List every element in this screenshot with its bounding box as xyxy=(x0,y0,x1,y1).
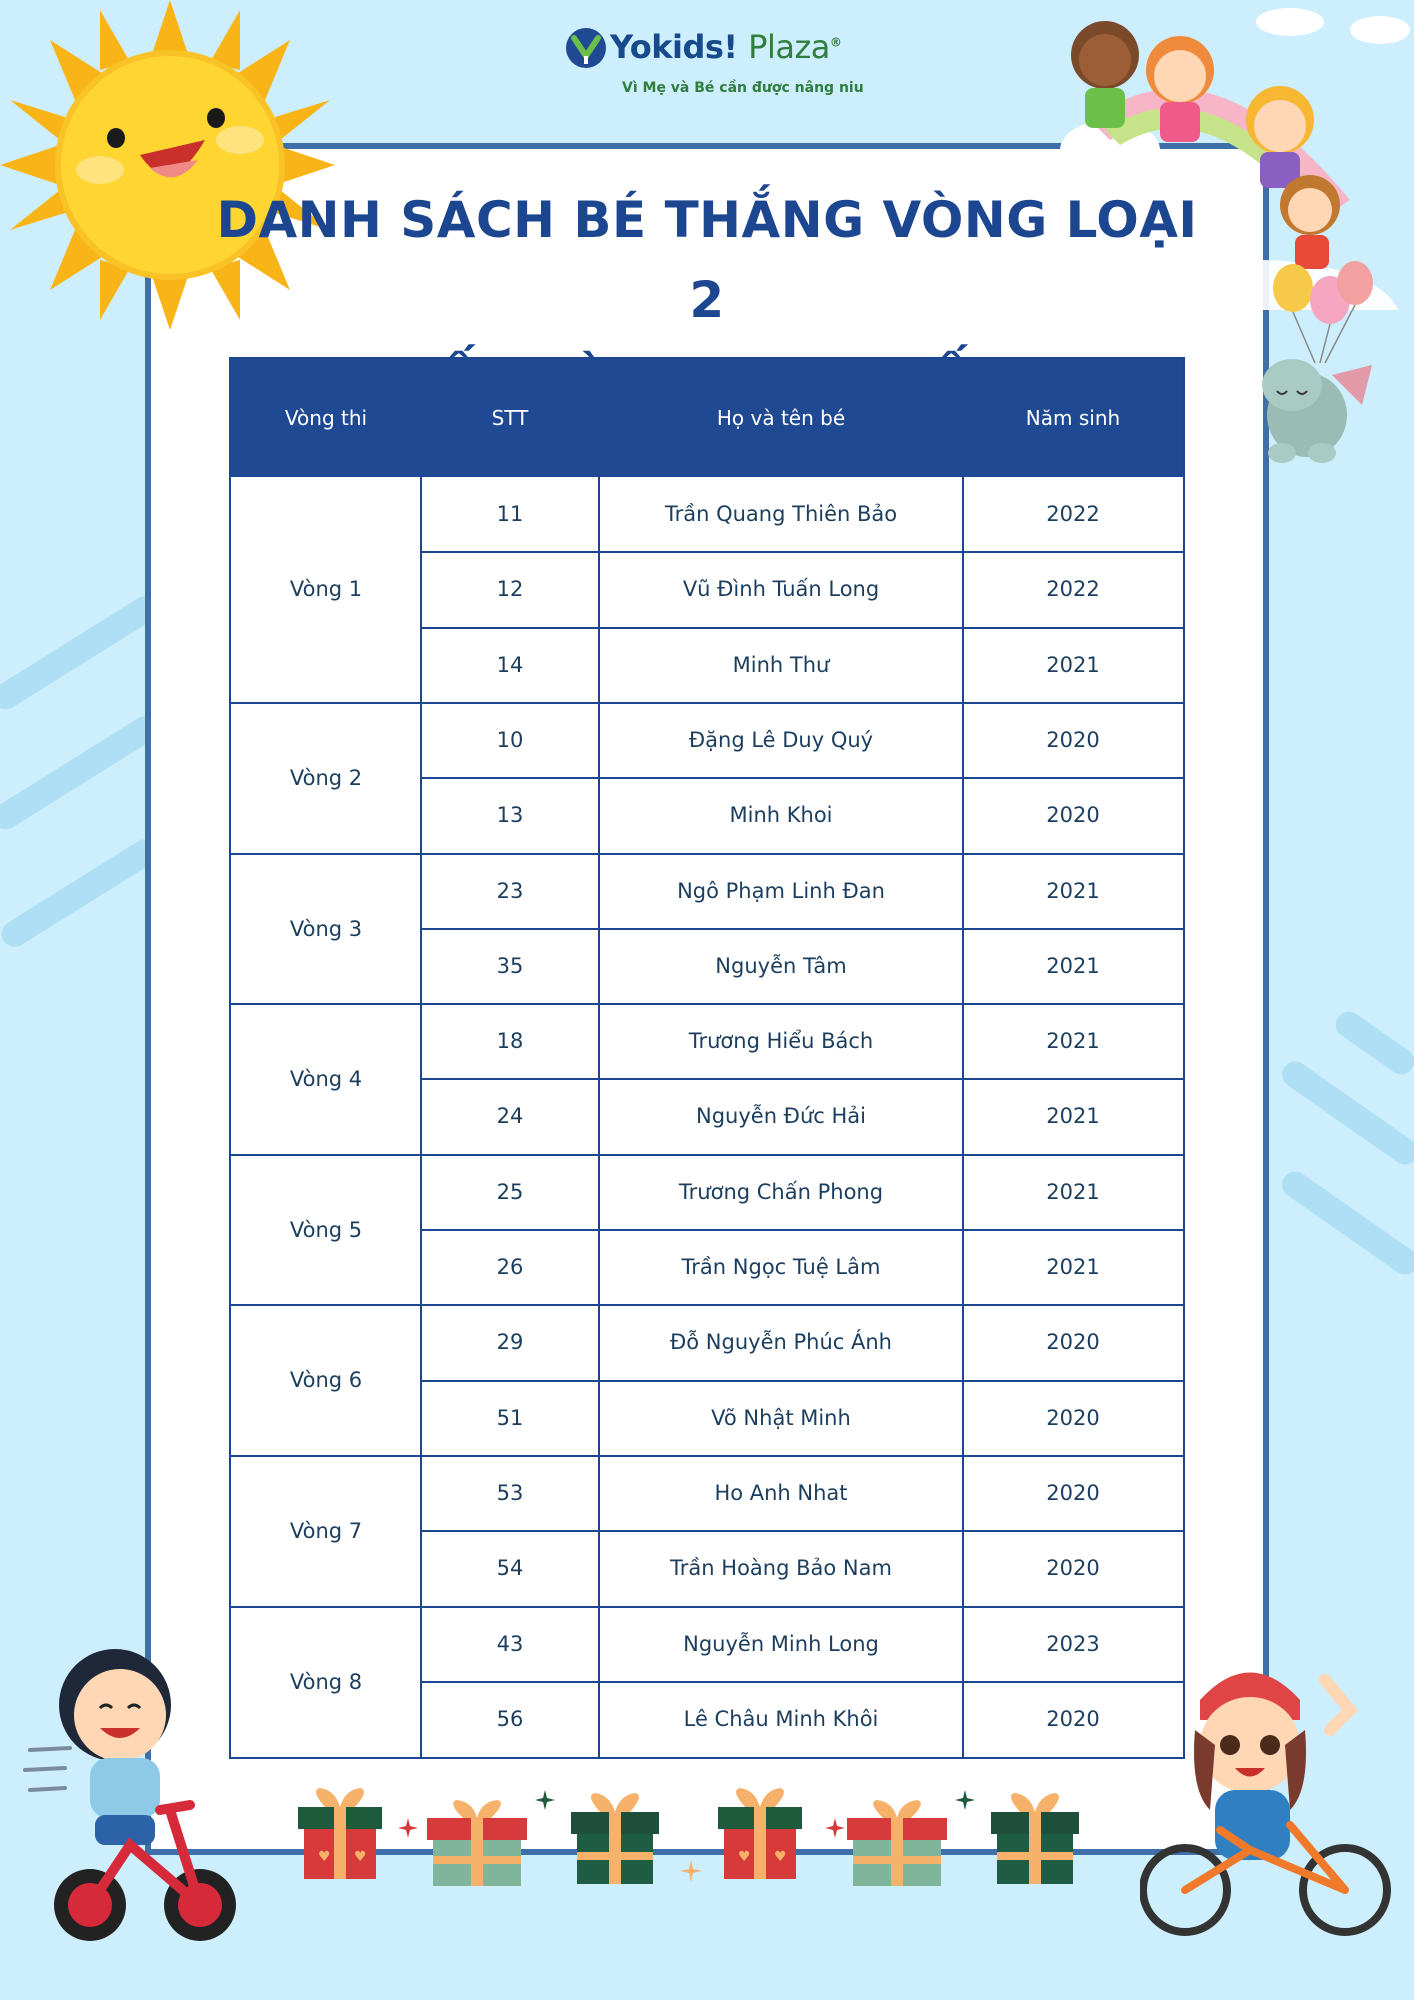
star-icon xyxy=(680,1860,702,1882)
round-cell: Vòng 5 xyxy=(289,1217,363,1242)
stt-cell: 51 xyxy=(496,1405,524,1430)
year-cell: 2021 xyxy=(1046,1255,1100,1279)
row-divider xyxy=(421,1078,1183,1080)
wave-stripe xyxy=(0,592,162,715)
wave-stripe xyxy=(0,712,162,835)
star-icon xyxy=(955,1790,975,1810)
column-divider xyxy=(420,477,422,1757)
header-stt: STT xyxy=(491,406,529,430)
name-cell: Nguyễn Đức Hải xyxy=(696,1104,866,1129)
name-cell: Ho Anh Nhat xyxy=(714,1480,848,1505)
header-year: Năm sinh xyxy=(1025,406,1121,430)
round-cell: Vòng 3 xyxy=(289,916,363,941)
name-cell: Võ Nhật Minh xyxy=(711,1405,851,1430)
year-cell: 2021 xyxy=(1046,1179,1100,1204)
round-cell: Vòng 4 xyxy=(289,1067,363,1092)
star-icon xyxy=(825,1818,845,1838)
stt-cell: 54 xyxy=(496,1556,524,1581)
name-cell: Lê Châu Minh Khôi xyxy=(683,1706,879,1731)
stt-cell: 43 xyxy=(496,1631,524,1656)
wave-stripe xyxy=(0,834,163,951)
name-cell: Trần Ngọc Tuệ Lâm xyxy=(681,1255,881,1279)
logo-mark-icon xyxy=(564,26,608,70)
stt-cell: 53 xyxy=(496,1480,524,1505)
column-divider xyxy=(962,477,964,1757)
name-cell: Trương Hiểu Bách xyxy=(688,1029,874,1054)
name-cell: Nguyễn Tâm xyxy=(715,953,847,978)
row-divider xyxy=(421,928,1183,930)
name-cell: Trần Quang Thiên Bảo xyxy=(664,502,898,526)
year-cell: 2022 xyxy=(1046,502,1100,526)
year-cell: 2020 xyxy=(1046,803,1100,828)
winners-table xyxy=(229,357,1185,1759)
round-cell: Vòng 6 xyxy=(289,1368,363,1393)
svg-text:♥: ♥ xyxy=(738,1849,751,1865)
stt-cell: 25 xyxy=(496,1179,524,1204)
stt-cell: 18 xyxy=(496,1029,524,1054)
svg-text:♥: ♥ xyxy=(354,1849,367,1865)
dragon-icon xyxy=(1252,335,1382,465)
stt-cell: 10 xyxy=(496,727,524,752)
star-icon xyxy=(535,1790,555,1810)
round-cell: Vòng 1 xyxy=(289,577,363,601)
stt-cell: 13 xyxy=(496,803,524,828)
year-cell: 2023 xyxy=(1046,1631,1100,1656)
title-line-1: DANH SÁCH BÉ THẮNG VÒNG LOẠI 2 xyxy=(216,191,1198,329)
gift-box-icon xyxy=(710,1785,810,1885)
row-divider xyxy=(421,627,1183,629)
stt-cell: 23 xyxy=(496,878,524,903)
stt-cell: 26 xyxy=(496,1255,524,1279)
boy-balance-bike-icon xyxy=(20,1630,240,1950)
brand-logo xyxy=(560,22,864,102)
year-cell: 2021 xyxy=(1046,652,1100,677)
gift-box-icon xyxy=(290,1785,390,1885)
wave-stripe xyxy=(1277,1166,1414,1279)
stt-cell: 12 xyxy=(496,577,524,602)
round-cell: Vòng 7 xyxy=(289,1518,363,1543)
year-cell: 2020 xyxy=(1046,1330,1100,1355)
header-round: Vòng thi xyxy=(284,406,368,430)
stt-cell: 56 xyxy=(496,1706,524,1731)
gift-box-icon xyxy=(845,1800,950,1890)
brand-tagline: Vì Mẹ và Bé cần được nâng niu xyxy=(622,80,864,96)
stt-cell: 11 xyxy=(496,502,524,526)
girl-bicycle-icon xyxy=(1140,1650,1400,1940)
brand-name: Yokids! Plaza® xyxy=(610,28,842,66)
stt-cell: 14 xyxy=(496,652,524,677)
name-cell: Minh Thư xyxy=(732,652,830,677)
svg-text:♥: ♥ xyxy=(318,1849,331,1865)
star-icon xyxy=(398,1818,418,1838)
header-name: Họ và tên bé xyxy=(716,406,846,430)
svg-text:♥: ♥ xyxy=(774,1849,787,1865)
table-header xyxy=(231,359,1183,477)
name-cell: Đỗ Nguyễn Phúc Ánh xyxy=(670,1330,892,1355)
wave-stripe xyxy=(1331,1007,1414,1080)
name-cell: Ngô Phạm Linh Đan xyxy=(677,878,885,903)
year-cell: 2021 xyxy=(1046,953,1100,978)
stt-cell: 29 xyxy=(496,1330,524,1355)
year-cell: 2021 xyxy=(1046,1104,1100,1129)
row-divider xyxy=(421,1530,1183,1532)
row-divider xyxy=(421,1380,1183,1382)
stt-cell: 35 xyxy=(496,953,524,978)
gift-box-icon xyxy=(985,1790,1085,1890)
round-cell: Vòng 2 xyxy=(289,765,363,790)
wave-stripe xyxy=(1277,1056,1414,1169)
year-cell: 2020 xyxy=(1046,727,1100,752)
round-cell: Vòng 8 xyxy=(289,1669,363,1694)
year-cell: 2021 xyxy=(1046,878,1100,903)
gift-box-icon xyxy=(565,1790,665,1890)
stt-cell: 24 xyxy=(496,1104,524,1129)
year-cell: 2021 xyxy=(1046,1029,1100,1054)
year-cell: 2020 xyxy=(1046,1706,1100,1731)
name-cell: Vũ Đình Tuấn Long xyxy=(682,577,880,602)
row-divider xyxy=(421,1681,1183,1683)
year-cell: 2022 xyxy=(1046,577,1100,602)
year-cell: 2020 xyxy=(1046,1405,1100,1430)
column-divider xyxy=(598,477,600,1757)
year-cell: 2020 xyxy=(1046,1556,1100,1581)
row-divider xyxy=(421,777,1183,779)
name-cell: Nguyễn Minh Long xyxy=(683,1631,879,1656)
name-cell: Đặng Lê Duy Quý xyxy=(688,727,874,752)
gift-box-icon xyxy=(425,1800,530,1890)
name-cell: Trương Chấn Phong xyxy=(678,1179,884,1204)
year-cell: 2020 xyxy=(1046,1480,1100,1505)
name-cell: Minh Khoi xyxy=(729,803,833,828)
row-divider xyxy=(421,1229,1183,1231)
name-cell: Trần Hoàng Bảo Nam xyxy=(670,1556,892,1581)
row-divider xyxy=(421,551,1183,553)
